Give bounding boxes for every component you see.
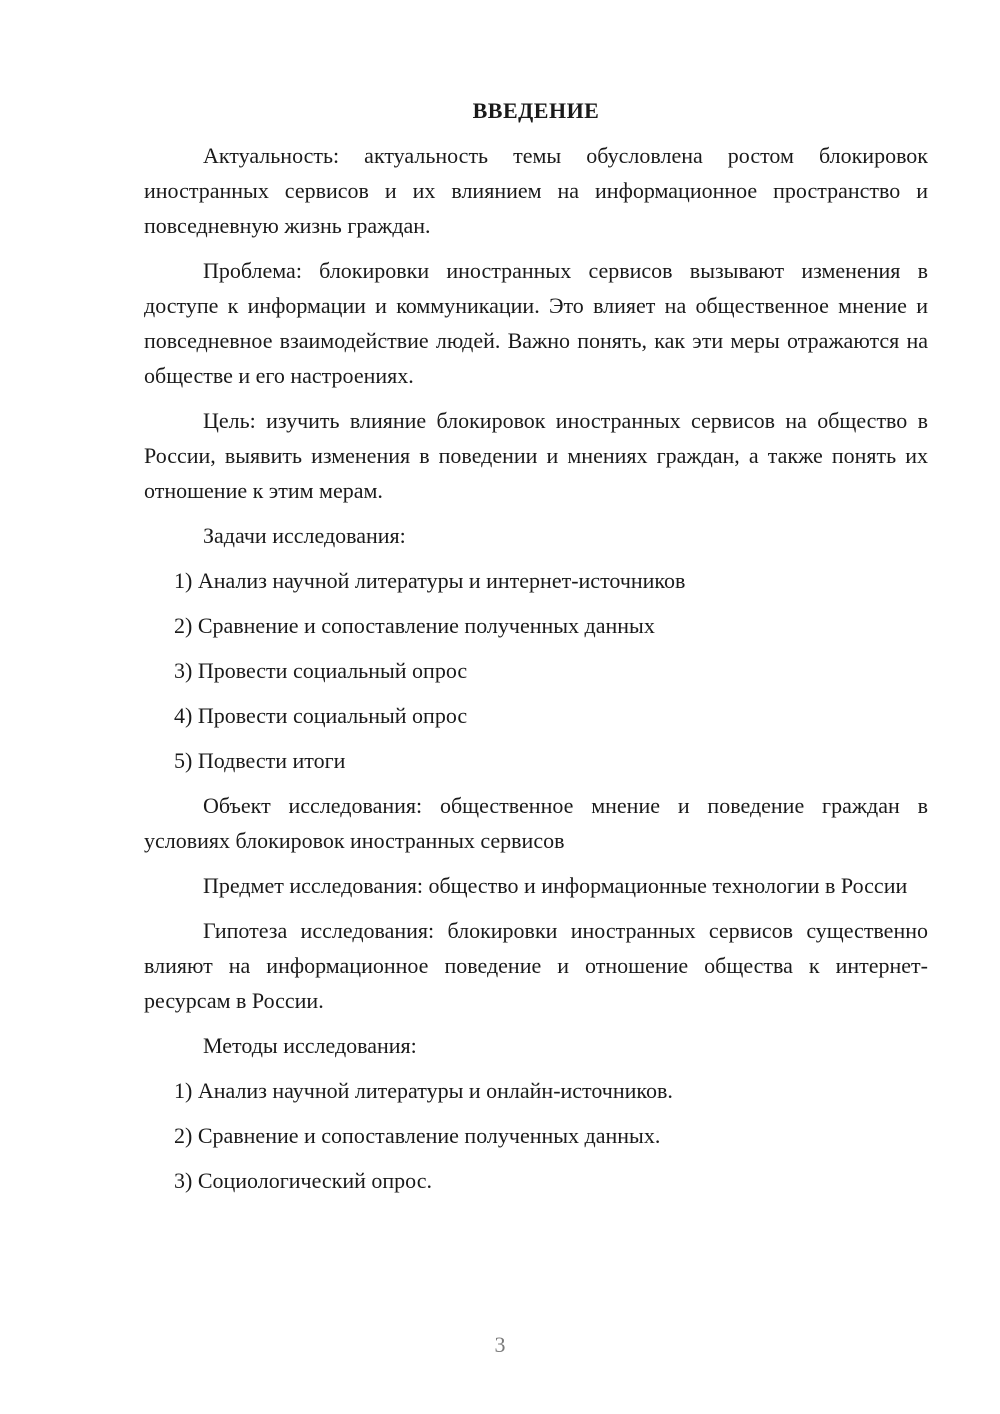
task-item: 3) Провести социальный опрос [174, 658, 468, 683]
goal-paragraph: Цель: изучить влияние блокировок иностранных сервисов на общество в России, выявить изменения в поведении и мнениях граждан, а также понять их отношение к этим мерам. [144, 408, 928, 503]
object-paragraph: Объект исследования: общественное мнение и поведение граждан в условиях блокировок иностранных сервисов [144, 793, 928, 853]
task-item: 5) Подвести итоги [174, 748, 346, 773]
relevance-paragraph: Актуальность: актуальность темы обусловлена ростом блокировок иностранных сервисов и их влиянием на информационное пространство и повседневную жизнь граждан. [144, 143, 928, 238]
problem-paragraph: Проблема: блокировки иностранных сервисов вызывают изменения в доступе к информации и коммуникации. Это влияет на общественное мнение и повседневное взаимодействие людей. Важно понять, как эти меры отражаются на обществе и его настроениях. [144, 258, 928, 388]
task-item: 1) Анализ научной литературы и интернет-источников [174, 568, 686, 593]
method-item: 2) Сравнение и сопоставление полученных данных. [174, 1123, 661, 1148]
page-number: 3 [494, 1332, 506, 1357]
subject-paragraph: Предмет исследования: общество и информационные технологии в России [203, 873, 908, 898]
task-item: 2) Сравнение и сопоставление полученных данных [174, 613, 655, 638]
tasks-heading: Задачи исследования: [203, 523, 406, 548]
methods-heading: Методы исследования: [203, 1033, 417, 1058]
method-item: 3) Социологический опрос. [174, 1168, 432, 1193]
task-item: 4) Провести социальный опрос [174, 703, 468, 728]
page-title: ВВЕДЕНИЕ [472, 98, 600, 123]
hypothesis-paragraph: Гипотеза исследования: блокировки иностранных сервисов существенно влияют на информационное поведение и отношение общества к интернет-ресурсам в России. [144, 918, 928, 1013]
page-content [144, 96, 928, 1208]
method-item: 1) Анализ научной литературы и онлайн-источников. [174, 1078, 673, 1103]
